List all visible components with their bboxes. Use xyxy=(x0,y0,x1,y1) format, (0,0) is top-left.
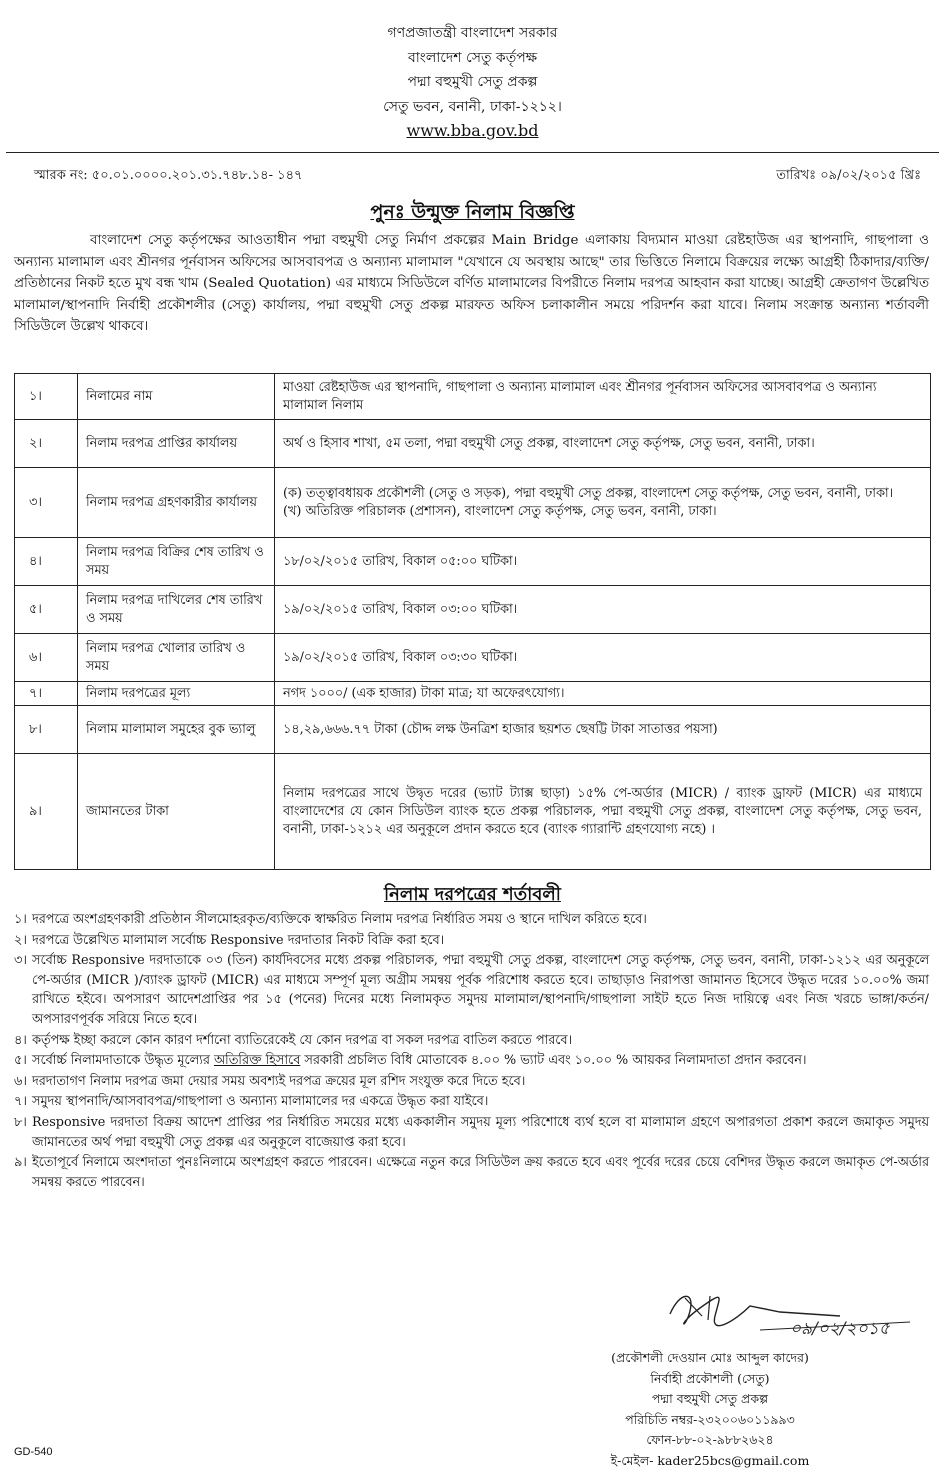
intro-paragraph xyxy=(14,230,929,338)
receiving-office-a: (ক) তত্ত্বাবধায়ক প্রকৌশলী (সেতু ও সড়ক), পদ্মা বহুমুখী সেতু প্রকল্প, বাংলাদেশ সেতু কর্তৃপক্ষ, সেতু ভবন, বনানী, ঢাকা। xyxy=(283,485,922,503)
row-value: মাওয়া রেষ্টহাউজ এর স্থাপনাদি, গাছপালা ও অন্যান্য মালামাল এবং শ্রীনগর পূর্নবাসন অফিসের আসবাবপত্র ও অন্যান্য মালামাল নিলাম xyxy=(275,374,931,420)
memo-reference: স্মারক নং: ৫০.০১.০০০০.২০১.৩১.৭৪৮.১৪- ১৪৭ xyxy=(34,166,302,187)
row-value: ১৯/০২/২০১৫ তারিখ, বিকাল ০৩:৩০ ঘটিকা। xyxy=(275,634,931,682)
condition-item xyxy=(14,910,929,930)
signer-designation: নির্বাহী প্রকৌশলী (সেতু) xyxy=(560,1369,860,1390)
row-number: ৩। xyxy=(15,468,78,538)
row-label: নিলাম দরপত্র বিক্রির শেষ তারিখ ও সময় xyxy=(78,538,275,586)
condition-text: ইতোপূর্বে নিলামে অংশদাতা পুনঃনিলামে অংশগ্রহণ করতে পারবেন। এক্ষেত্রে নতুন করে সিডিউল ক্রয় করতে হবে এবং পূর্বের দরের চেয়ে বেশিদর উদ্ধৃত করলে জমাকৃত পে-অর্ডার সমন্বয় করতে পারবেন। xyxy=(32,1155,929,1190)
govt-name: গণপ্রজাতন্ত্রী বাংলাদেশ সরকার xyxy=(0,22,945,44)
row-label: নিলাম দরপত্রের মূল্য xyxy=(78,682,275,706)
signer-id: পরিচিতি নম্বর-২৩২০০৬০১১৯৯৩ xyxy=(560,1410,860,1431)
row-value: ১৪,২৯,৬৬৬.৭৭ টাকা (চৌদ্দ লক্ষ উনত্রিশ হাজার ছয়শত ছেষট্টি টাকা সাতাত্তর পয়সা) xyxy=(275,706,931,754)
condition-number: ২। xyxy=(14,931,27,951)
condition-text-pre: সর্বোর্চ্চ নিলামদাতাকে উদ্ধৃত মূল্যের xyxy=(32,1053,214,1068)
row-label: নিলামের নাম xyxy=(78,374,275,420)
row-label: জামানতের টাকা xyxy=(78,754,275,870)
row-number: ৬। xyxy=(15,634,78,682)
row-number: ২। xyxy=(15,420,78,468)
row-label: নিলাম দরপত্র প্রাপ্তির কার্যালয় xyxy=(78,420,275,468)
handwritten-signature xyxy=(640,1286,930,1346)
signature-date: ০৯/০২/২০১৫ xyxy=(790,1319,891,1339)
condition-text: দরপত্রে উল্লেখিত মালামাল সর্বোচ্চ Responsive দরদাতার নিকট বিক্রি করা হবে। xyxy=(32,933,444,948)
condition-item xyxy=(14,1031,929,1051)
signer-name: (প্রকৌশলী দেওয়ান মোঃ আব্দুল কাদের) xyxy=(560,1348,860,1369)
condition-number: ৮। xyxy=(14,1113,27,1133)
signer-email[interactable]: ই-মেইল- kader25bcs@gmail.com xyxy=(560,1451,860,1471)
table-row xyxy=(15,586,931,634)
row-number: ৮। xyxy=(15,706,78,754)
row-label: নিলাম মালামাল সমুহের বুক ভ্যালু xyxy=(78,706,275,754)
row-label: নিলাম দরপত্র গ্রহণকারীর কার্যালয় xyxy=(78,468,275,538)
condition-text: দরদাতাগণ নিলাম দরপত্র জমা দেয়ার সময় অবশ্যই দরপত্র ক্রয়ের মূল রশিদ সংযুক্ত করে দিতে হবে। xyxy=(32,1074,525,1089)
condition-text: কর্তৃপক্ষ ইচ্ছা করলে কোন কারণ দর্শানো ব্যাতিরেকেই যে কোন দরপত্র বা সকল দরপত্র বাতিল করতে পারবে। xyxy=(32,1033,572,1048)
conditions-title: নিলাম দরপত্রের শর্তাবলী xyxy=(0,880,945,911)
row-number: ১। xyxy=(15,374,78,420)
table-row xyxy=(15,634,931,682)
table-row xyxy=(15,420,931,468)
memo-date: তারিখঃ ০৯/০২/২০১৫ খ্রিঃ xyxy=(776,166,921,187)
table-row xyxy=(15,754,931,870)
auction-details-table xyxy=(14,373,931,870)
table-row xyxy=(15,538,931,586)
website-link[interactable]: www.bba.gov.bd xyxy=(0,120,945,142)
row-number: ৯। xyxy=(15,754,78,870)
address: সেতু ভবন, বনানী, ঢাকা-১২১২। xyxy=(0,96,945,118)
condition-item xyxy=(14,1072,929,1092)
notice-title: পুনঃ উন্মুক্ত নিলাম বিজ্ঞপ্তি xyxy=(0,198,945,230)
row-value: নগদ ১০০০/ (এক হাজার) টাকা মাত্র; যা অফেরৎযোগ্য। xyxy=(275,682,931,706)
condition-text: দরপত্রে অংশগ্রহণকারী প্রতিষ্ঠান সীলমোহরকৃত/ব্যক্তিকে স্বাক্ষরিত নিলাম দরপত্র নির্ধারিত সময় ও স্থানে দাখিল করিতে হবে। xyxy=(32,912,647,927)
row-value: নিলাম দরপত্রের সাথে উদ্বৃত দরের (ভ্যাট ট্যাক্স ছাড়া) ১৫% পে-অর্ডার (MICR) / ব্যাংক ড্রাফট (MICR) এর মাধ্যমে বাংলাদেশের যে কোন সিডিউল ব্যাংক হতে প্রকল্প পরিচালক, পদ্মা বহুমুখী সেতু প্রকল্প, বাংলাদেশ সেতু কর্তৃপক্ষ, সেতু ভবন, বনানী, ঢাকা-১২১২ এর অনুকূলে প্রদান করতে হবে (ব্যাংক গ্যারান্টি গ্রহণযোগ্য নহে) । xyxy=(275,754,931,870)
condition-item xyxy=(14,1113,929,1152)
condition-underlined-text: অতিরিক্ত হিসাবে xyxy=(214,1053,300,1068)
condition-item xyxy=(14,951,929,1029)
condition-text: Responsive দরদাতা বিক্রয় আদেশ প্রাপ্তির পর নির্ধারিত সময়ের মধ্যে এককালীন সমুদয় মূল্য পরিশোধে ব্যর্থ হলে বা মালামাল গ্রহণে অপারগতা প্রকাশ করলে জমাকৃত সমুদয় জামানতের অর্থ পদ্মা বহুমুখী সেতু প্রকল্প এর অনুকূলে বাজেয়াপ্ত করা হবে। xyxy=(32,1115,929,1150)
row-number: ৪। xyxy=(15,538,78,586)
row-label: নিলাম দরপত্র দাখিলের শেষ তারিখ ও সময় xyxy=(78,586,275,634)
condition-number: ৬। xyxy=(14,1072,27,1092)
row-value: ১৯/০২/২০১৫ তারিখ, বিকাল ০৩:০০ ঘটিকা। xyxy=(275,586,931,634)
condition-number: ১। xyxy=(14,910,27,930)
signer-phone: ফোন-৮৮-০২-৯৮৮২৬২৪ xyxy=(560,1430,860,1451)
row-value: অর্থ ও হিসাব শাখা, ৫ম তলা, পদ্মা বহুমুখী সেতু প্রকল্প, বাংলাদেশ সেতু কর্তৃপক্ষ, সেতু ভবন, বনানী, ঢাকা। xyxy=(275,420,931,468)
table-row xyxy=(15,682,931,706)
intro-text: বাংলাদেশ সেতু কর্তৃপক্ষের আওতাধীন পদ্মা বহুমুখী সেতু নির্মাণ প্রকল্পের Main Bridge এলাকায় বিদ্যমান মাওয়া রেষ্টহাউজ এর স্থাপনাদি, গাছপালা ও অন্যান্য মালামাল এবং শ্রীনগর পূর্নবাসন অফিসের আসবাবপত্র ও অন্যান্য মালামাল "যেখানে যে অবস্থায় আছে" তার ভিত্তিতে নিলামে বিক্রয়ের লক্ষ্যে আগ্রহী ঠিকাদার/ব্যক্তি/ প্রতিষ্ঠানের নিকট হতে মুখ বন্ধ খাম (Sealed Quotation) এর মাধ্যমে সিডিউলে বর্ণিত মালামালের বিপরীতে নিলাম দরপত্র আহবান করা যাচ্ছে। আগ্রহী ক্রেতাগণ উল্লেখিত মালামাল/স্থাপনাদি নির্বাহী প্রকৌশলীর (সেতু) কার্যালয়, পদ্মা বহুমুখী সেতু প্রকল্প মারফত অফিস চলাকালীন সময়ে পরিদর্শন করা যাবে। নিলাম সংক্রান্ত অন্যান্য শর্তাবলী সিডিউলে উল্লেখ থাকবে। xyxy=(14,233,929,334)
condition-number: ৪। xyxy=(14,1031,27,1051)
condition-number: ৫। xyxy=(14,1051,27,1071)
table-row xyxy=(15,374,931,420)
condition-text: সমুদয় স্থাপনাদি/আসবাবপত্র/গাছপালা ও অন্যান্য মালামালের দর একত্রে উদ্ধৃত করা যাইবে। xyxy=(32,1094,488,1109)
project-name: পদ্মা বহুমুখী সেতু প্রকল্প xyxy=(0,71,945,93)
condition-item xyxy=(14,931,929,951)
condition-number: ৩। xyxy=(14,951,27,971)
table-row xyxy=(15,468,931,538)
signer-project: পদ্মা বহুমুখী সেতু প্রকল্প xyxy=(560,1389,860,1410)
condition-number: ৭। xyxy=(14,1092,27,1112)
conditions-list xyxy=(14,910,929,1193)
condition-item xyxy=(14,1051,929,1071)
table-row xyxy=(15,706,931,754)
row-value xyxy=(275,468,931,538)
row-value: ১৮/০২/২০১৫ তারিখ, বিকাল ০৫:০০ ঘটিকা। xyxy=(275,538,931,586)
condition-number: ৯। xyxy=(14,1153,27,1173)
condition-text-post: সরকারী প্রচলিত বিধি মোতাবেক ৪.০০ % ভ্যাট এবং ১০.০০ % আয়কর নিলামদাতা প্রদান করবেন। xyxy=(300,1053,806,1068)
condition-item xyxy=(14,1092,929,1112)
row-number: ৫। xyxy=(15,586,78,634)
row-number: ৭। xyxy=(15,682,78,706)
row-label: নিলাম দরপত্র খোলার তারিখ ও সময় xyxy=(78,634,275,682)
signatory-block xyxy=(560,1348,860,1471)
authority-name: বাংলাদেশ সেতু কর্তৃপক্ষ xyxy=(0,47,945,69)
receiving-office-b: (খ) অতিরিক্ত পরিচালক (প্রশাসন), বাংলাদেশ সেতু কর্তৃপক্ষ, সেতু ভবন, বনানী, ঢাকা। xyxy=(283,503,922,521)
form-code: GD-540 xyxy=(14,1446,53,1458)
condition-text: সর্বোচ্চ Responsive দরদাতাকে ০৩ (তিন) কার্যদিবসের মধ্যে প্রকল্প পরিচালক, পদ্মা বহুমুখী সেতু প্রকল্প, বাংলাদেশ সেতু কর্তৃপক্ষ, সেতু ভবন, বনানী, ঢাকা-১২১২ এর অনুকূলে পে-অর্ডার (MICR )/ব্যাংক ড্রাফট (MICR) এর মাধ্যমে সম্পূর্ণ মূল্য অগ্রীম সমন্বয় পূর্বক পরিশোধ করতে হবে। তাছাড়াও নিরাপত্তা জামানত হিসেবে উদ্ধৃত দরের ১০.০০% জমা রাখিতে হইবে। অপসারণ আদেশপ্রাপ্তির পর ১৫ (পনের) দিনের মধ্যে নিলামকৃত সমুদয় মালামাল/স্থাপনাদি/গাছপালা সাইট হতে নিজ দায়িত্বে এবং নিজ খরচে ভাঙ্গা/কর্তন/অপসারণপূর্বক সরিয়ে নিতে হবে। xyxy=(32,953,929,1027)
header-divider xyxy=(6,152,939,153)
condition-item xyxy=(14,1153,929,1192)
